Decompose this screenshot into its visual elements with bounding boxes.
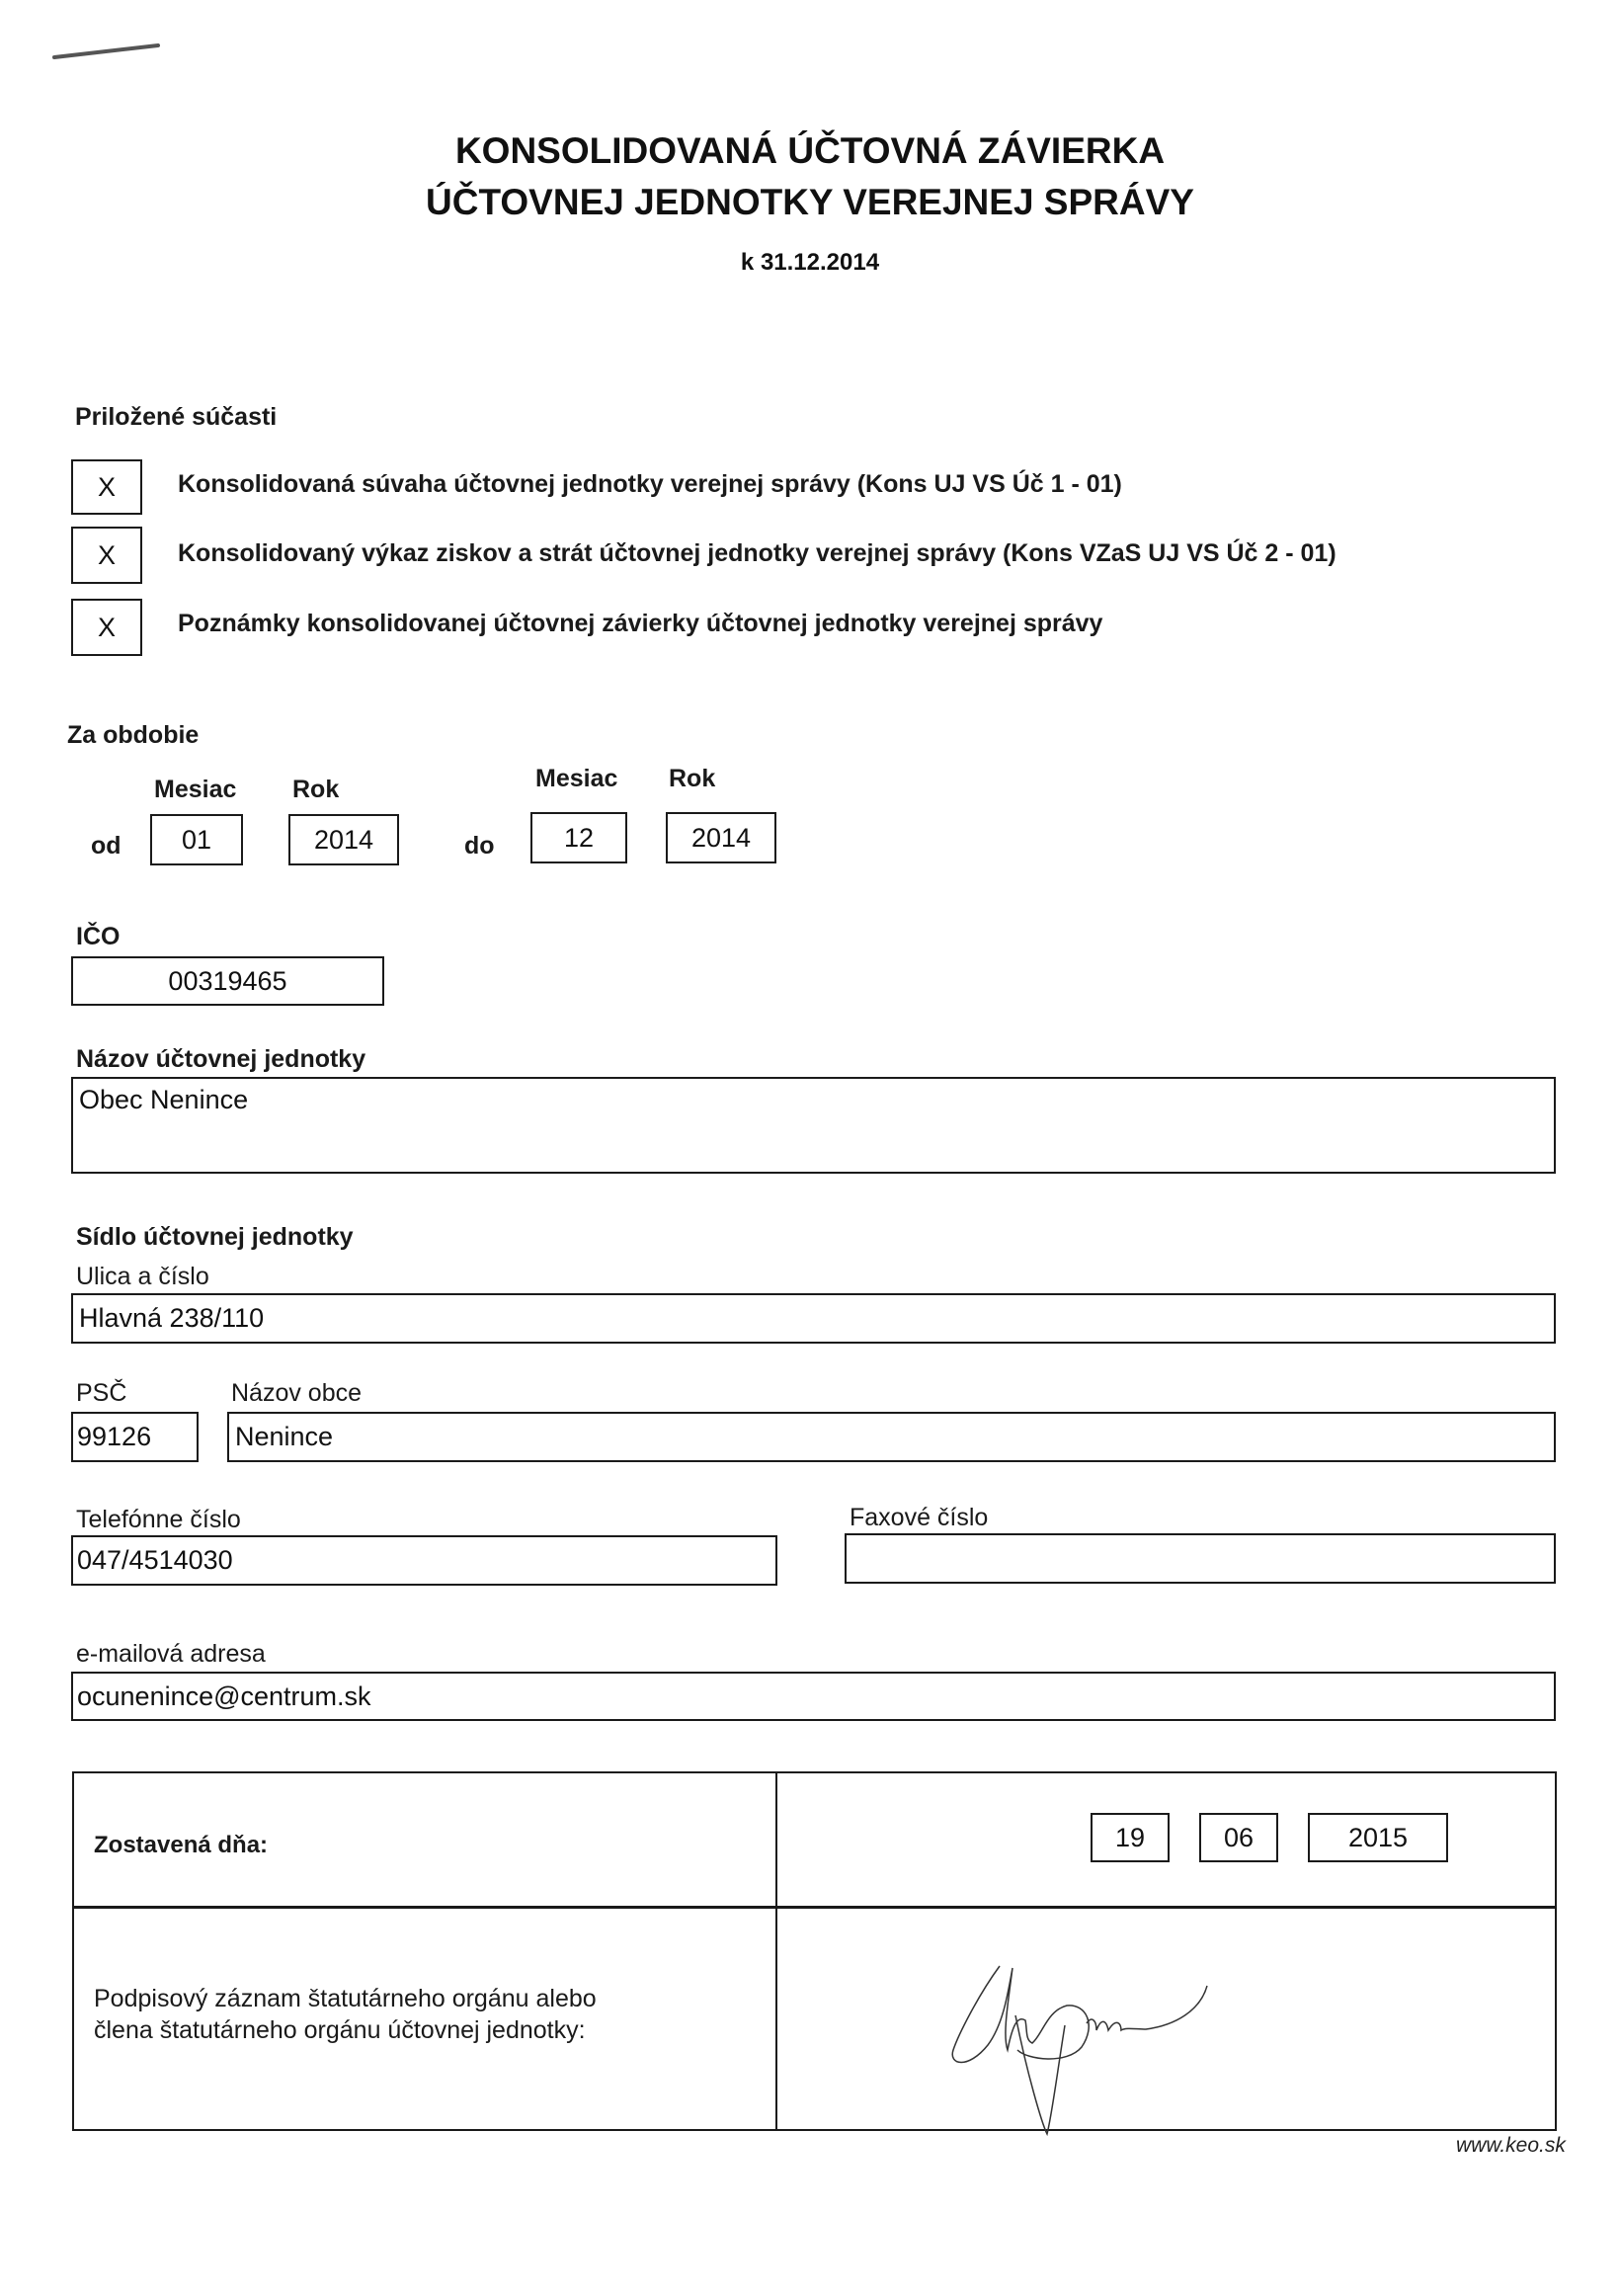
from-year-value: 2014 [313, 824, 374, 855]
city-value: Nenince [235, 1422, 334, 1451]
to-year-field[interactable] [666, 812, 776, 863]
document-title-line2: ÚČTOVNEJ JEDNOTKY VEREJNEJ SPRÁVY [426, 182, 1194, 222]
to-month-value: 12 [563, 822, 595, 853]
ico-value: 00319465 [168, 965, 287, 996]
to-year-label: Rok [669, 765, 716, 792]
phone-field[interactable] [71, 1535, 777, 1586]
city-label: Názov obce [231, 1379, 363, 1407]
compiled-day-value: 19 [1114, 1822, 1146, 1852]
phone-label: Telefónne číslo [76, 1506, 241, 1533]
document-date: k 31.12.2014 [740, 249, 880, 276]
zip-value: 99126 [77, 1422, 152, 1451]
entity-name-value: Obec Nenince [79, 1085, 249, 1114]
fax-label: Faxové číslo [850, 1504, 989, 1531]
attachment-checkbox-1[interactable] [71, 459, 142, 515]
from-month-value: 01 [181, 824, 212, 855]
compiled-year-value: 2015 [1347, 1822, 1409, 1852]
email-field[interactable] [71, 1672, 1556, 1721]
email-value: ocunenince@centrum.sk [77, 1681, 371, 1711]
footer-table-vertical-divider [775, 1773, 777, 2129]
zip-label: PSČ [76, 1379, 127, 1407]
compiled-month-field[interactable] [1199, 1813, 1278, 1862]
attachment-label-1: Konsolidovaná súvaha účtovnej jednotky verejnej správy (Kons UJ VS Úč 1 - 01) [178, 470, 1122, 498]
from-label: od [91, 832, 122, 860]
document-title-line1: KONSOLIDOVANÁ ÚČTOVNÁ ZÁVIERKA [454, 130, 1166, 171]
to-month-label: Mesiac [535, 765, 618, 792]
checkbox-mark: X [97, 471, 116, 502]
attachment-label-3: Poznámky konsolidovanej účtovnej závierky účtovnej jednotky verejnej správy [178, 610, 1103, 637]
checkbox-mark: X [97, 612, 116, 642]
from-year-field[interactable] [288, 814, 399, 865]
zip-field[interactable] [71, 1412, 199, 1462]
attachment-checkbox-3[interactable] [71, 599, 142, 656]
signature-label-line2: člena štatutárneho orgánu účtovnej jednotky: [94, 2016, 586, 2044]
period-heading: Za obdobie [67, 721, 200, 749]
fax-field[interactable] [845, 1533, 1556, 1584]
checkbox-mark: X [97, 539, 116, 570]
entity-name-label: Názov účtovnej jednotky [76, 1045, 366, 1073]
ico-field[interactable] [71, 956, 384, 1006]
address-heading: Sídlo účtovnej jednotky [76, 1223, 354, 1251]
street-value: Hlavná 238/110 [79, 1303, 265, 1333]
pen-mark [49, 40, 168, 64]
compiled-day-field[interactable] [1091, 1813, 1170, 1862]
footer-table-horizontal-divider [74, 1906, 1555, 1909]
attachments-heading: Priložené súčasti [75, 403, 278, 431]
street-label: Ulica a číslo [76, 1263, 209, 1290]
attachment-label-2: Konsolidovaný výkaz ziskov a strát účtovnej jednotky verejnej správy (Kons VZaS UJ VS Úč 2 - 01) [178, 539, 1336, 567]
city-field[interactable] [227, 1412, 1556, 1462]
from-month-label: Mesiac [154, 776, 237, 803]
email-label: e-mailová adresa [76, 1640, 266, 1668]
to-month-field[interactable] [530, 812, 627, 863]
from-year-label: Rok [292, 776, 340, 803]
entity-name-field[interactable] [71, 1077, 1556, 1174]
watermark-url: www.keo.sk [1456, 2134, 1566, 2157]
to-year-value: 2014 [690, 822, 752, 853]
signature-label-line1: Podpisový záznam štatutárneho orgánu alebo [94, 1985, 597, 2012]
compiled-month-value: 06 [1223, 1822, 1255, 1852]
compiled-date-label: Zostavená dňa: [94, 1832, 269, 1858]
from-month-field[interactable] [150, 814, 243, 865]
phone-value: 047/4514030 [77, 1545, 233, 1575]
to-label: do [464, 832, 495, 860]
street-field[interactable] [71, 1293, 1556, 1344]
ico-label: IČO [76, 923, 121, 950]
attachment-checkbox-2[interactable] [71, 527, 142, 584]
compiled-year-field[interactable] [1308, 1813, 1448, 1862]
signature-image [948, 1956, 1314, 2154]
